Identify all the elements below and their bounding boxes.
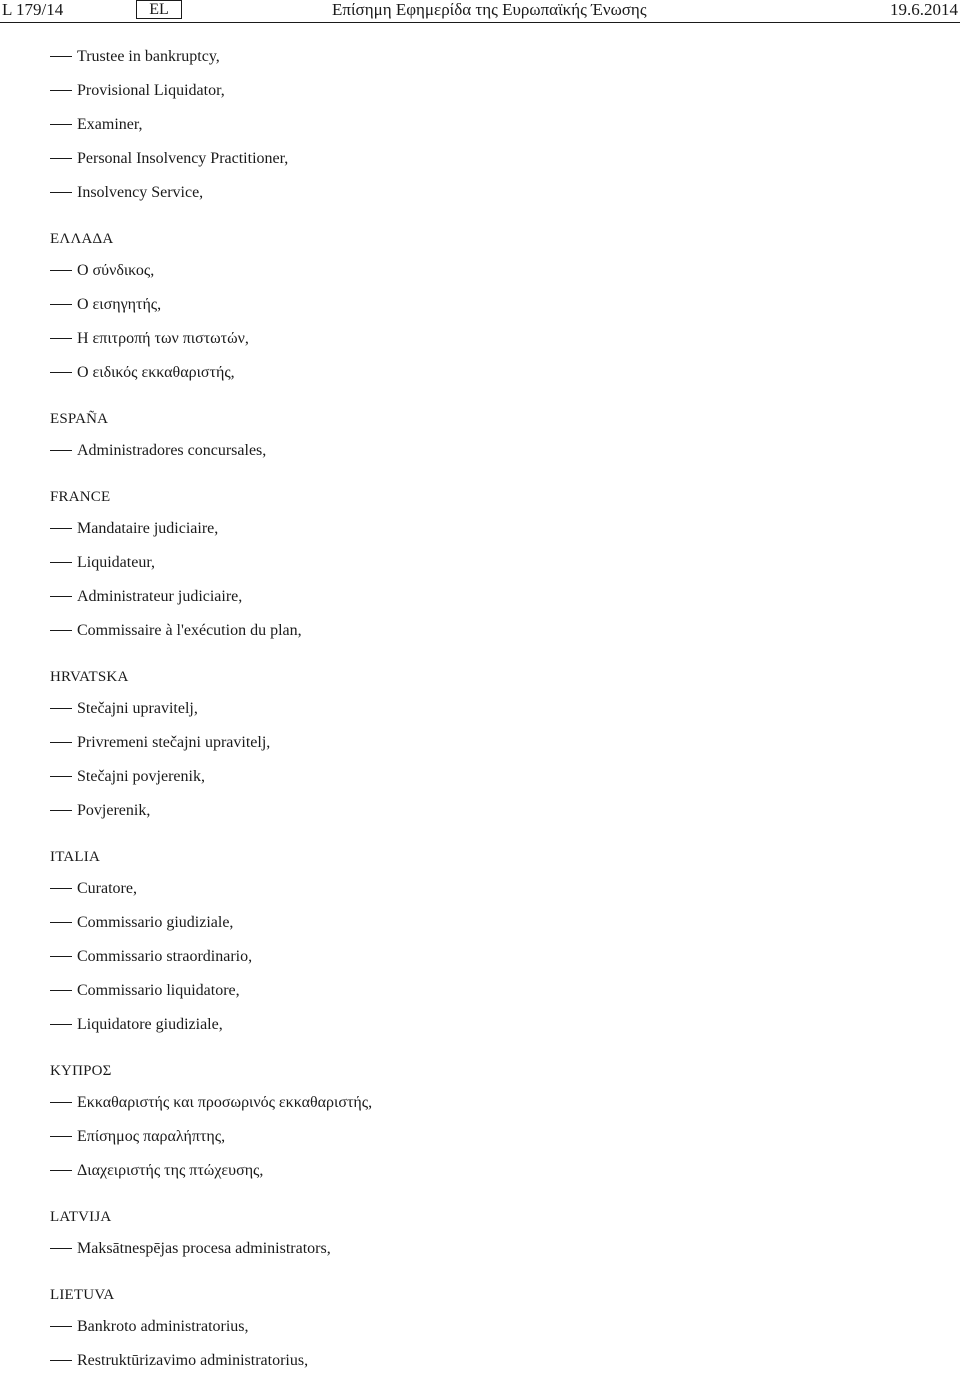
country-heading: ITALIA	[50, 849, 100, 865]
em-dash-icon	[50, 270, 72, 271]
list-item	[50, 794, 930, 828]
country-heading: ΚΥΠΡΟΣ	[50, 1063, 112, 1079]
em-dash-icon	[50, 596, 72, 597]
page-reference: L 179/14	[2, 0, 64, 19]
country-heading: LATVIJA	[50, 1209, 112, 1225]
item-text: Η επιτροπή των πιστωτών,	[77, 330, 249, 347]
country-heading: ΕΛΛΑΔΑ	[50, 231, 114, 247]
list-item	[50, 692, 930, 726]
em-dash-icon	[50, 192, 72, 193]
language-code: EL	[136, 0, 182, 19]
list-item	[50, 142, 930, 176]
item-text: Personal Insolvency Practitioner,	[77, 150, 289, 167]
em-dash-icon	[50, 1170, 72, 1171]
item-text: Administrateur judiciaire,	[77, 588, 243, 605]
section-latvia	[50, 1202, 930, 1266]
item-text: Liquidateur,	[77, 554, 155, 571]
publication-date: 19.6.2014	[890, 0, 958, 19]
item-text: Ο ειδικός εκκαθαριστής,	[77, 364, 235, 381]
item-text: Διαχειριστής της πτώχευσης,	[77, 1162, 264, 1179]
item-text: Επίσημος παραλήπτης,	[77, 1128, 226, 1145]
list-item	[50, 726, 930, 760]
item-text: Stečajni upravitelj,	[77, 700, 198, 717]
item-text: Privremeni stečajni upravitelj,	[77, 734, 271, 751]
em-dash-icon	[50, 776, 72, 777]
list-item	[50, 1154, 930, 1188]
em-dash-icon	[50, 922, 72, 923]
em-dash-icon	[50, 1248, 72, 1249]
em-dash-icon	[50, 124, 72, 125]
list-item	[50, 512, 930, 546]
country-heading: FRANCE	[50, 489, 111, 505]
em-dash-icon	[50, 528, 72, 529]
item-text: Liquidatore giudiziale,	[77, 1016, 223, 1033]
country-heading: LIETUVA	[50, 1287, 115, 1303]
list-item	[50, 1310, 930, 1344]
list-item	[50, 74, 930, 108]
em-dash-icon	[50, 708, 72, 709]
list-item	[50, 614, 930, 648]
section-lithuania	[50, 1280, 930, 1378]
list-item	[50, 176, 930, 210]
item-text: Stečajni povjerenik,	[77, 768, 205, 785]
country-heading: ESPAÑA	[50, 411, 109, 427]
section-italy	[50, 842, 930, 1042]
list-item	[50, 108, 930, 142]
list-item	[50, 1120, 930, 1154]
item-text: Povjerenik,	[77, 802, 151, 819]
item-text: Commissario liquidatore,	[77, 982, 240, 999]
item-text: Provisional Liquidator,	[77, 82, 225, 99]
list-item	[50, 872, 930, 906]
section-spain	[50, 404, 930, 468]
em-dash-icon	[50, 1024, 72, 1025]
em-dash-icon	[50, 742, 72, 743]
country-heading: HRVATSKA	[50, 669, 129, 685]
item-text: Maksātnespējas procesa administrators,	[77, 1240, 331, 1257]
list-item	[50, 434, 930, 468]
em-dash-icon	[50, 888, 72, 889]
item-text: Commissario giudiziale,	[77, 914, 234, 931]
item-text: Trustee in bankruptcy,	[77, 48, 220, 65]
em-dash-icon	[50, 56, 72, 57]
list-item	[50, 1008, 930, 1042]
em-dash-icon	[50, 372, 72, 373]
item-text: Commissaire à l'exécution du plan,	[77, 622, 302, 639]
item-text: Curatore,	[77, 880, 137, 897]
section-cyprus	[50, 1056, 930, 1188]
item-text: Bankroto administratorius,	[77, 1318, 249, 1335]
item-text: Examiner,	[77, 116, 143, 133]
em-dash-icon	[50, 990, 72, 991]
item-text: Ο σύνδικος,	[77, 262, 155, 279]
list-item	[50, 1344, 930, 1378]
item-text: Ο εισηγητής,	[77, 296, 162, 313]
em-dash-icon	[50, 1136, 72, 1137]
section-croatia	[50, 662, 930, 828]
em-dash-icon	[50, 1102, 72, 1103]
em-dash-icon	[50, 562, 72, 563]
page-header	[0, 0, 960, 23]
em-dash-icon	[50, 90, 72, 91]
item-text: Commissario straordinario,	[77, 948, 253, 965]
list-item	[50, 254, 930, 288]
list-item	[50, 906, 930, 940]
em-dash-icon	[50, 630, 72, 631]
document-body	[50, 40, 930, 1378]
em-dash-icon	[50, 158, 72, 159]
list-item	[50, 760, 930, 794]
em-dash-icon	[50, 956, 72, 957]
section-continued	[50, 40, 930, 210]
list-item	[50, 1232, 930, 1266]
item-text: Administradores concursales,	[77, 442, 267, 459]
list-item	[50, 974, 930, 1008]
list-item	[50, 940, 930, 974]
em-dash-icon	[50, 450, 72, 451]
em-dash-icon	[50, 338, 72, 339]
list-item	[50, 322, 930, 356]
list-item	[50, 580, 930, 614]
item-text: Restruktūrizavimo administratorius,	[77, 1352, 309, 1369]
list-item	[50, 40, 930, 74]
em-dash-icon	[50, 304, 72, 305]
item-text: Εκκαθαριστής και προσωρινός εκκαθαριστής,	[77, 1094, 373, 1111]
em-dash-icon	[50, 1326, 72, 1327]
journal-title: Επίσημη Εφημερίδα της Ευρωπαϊκής Ένωσης	[332, 0, 647, 19]
list-item	[50, 356, 930, 390]
em-dash-icon	[50, 1360, 72, 1361]
item-text: Mandataire judiciaire,	[77, 520, 219, 537]
section-france	[50, 482, 930, 648]
list-item	[50, 546, 930, 580]
item-text: Insolvency Service,	[77, 184, 204, 201]
em-dash-icon	[50, 810, 72, 811]
list-item	[50, 1086, 930, 1120]
list-item	[50, 288, 930, 322]
section-greece	[50, 224, 930, 390]
